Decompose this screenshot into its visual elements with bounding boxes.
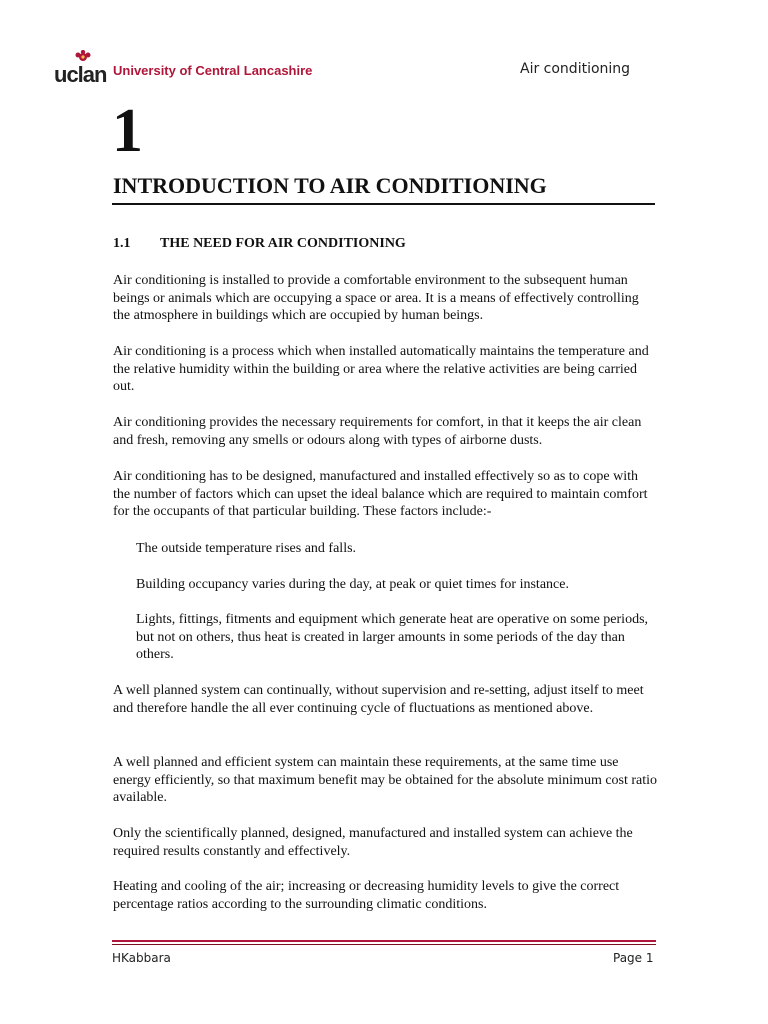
factor-item: The outside temperature rises and falls. xyxy=(136,541,357,556)
paragraph: Air conditioning is a process which when installed automatically maintains the temperature and the relative humidity within the building or area where the relative activities are being carried out. xyxy=(113,344,649,394)
paragraph: Air conditioning provides the necessary requirements for comfort, in that it keeps the air clean and fresh, removing any smells or odours along with types of airborne dusts. xyxy=(113,415,642,448)
factor-item: Lights, fittings, fitments and equipment which generate heat are operative on some periods, but not on others, thus heat is created in larger amounts in some periods of the day than others. xyxy=(136,612,649,662)
paragraph: Heating and cooling of the air; increasing or decreasing humidity levels to give the correct percentage ratios according to the surrounding climatic conditions. xyxy=(113,879,620,912)
section-title: THE NEED FOR AIR CONDITIONING xyxy=(160,236,406,251)
rose-emblem-icon xyxy=(74,50,92,64)
footer-divider xyxy=(112,940,656,942)
paragraph: A well planned system can continually, without supervision and re-setting, adjust itself to meet and therefore handle the all ever continuing cycle of fluctuations as mentioned above. xyxy=(113,683,644,716)
paragraph: Air conditioning is installed to provide a comfortable environment to the subsequent human beings or animals which are occupying a space or area. It is a means of effectively controlling the atmosphere in buildings which are occupied by human beings. xyxy=(113,273,639,323)
university-name: University of Central Lancashire xyxy=(113,63,313,78)
uclan-logo xyxy=(54,50,108,86)
page-number: Page 1 xyxy=(613,951,654,965)
paragraph: Only the scientifically planned, designed, manufactured and installed system can achieve the required results constantly and effectively. xyxy=(113,826,633,859)
title-divider xyxy=(112,203,655,205)
logo-text: uclan xyxy=(54,62,107,87)
paragraph: Air conditioning has to be designed, manufactured and installed effectively so as to cope with the number of factors which can upset the ideal balance which are required to maintain comfort for the occupants of that particular building. These factors include:- xyxy=(113,469,648,519)
chapter-title: INTRODUCTION TO AIR CONDITIONING xyxy=(113,173,547,198)
document-topic: Air conditioning xyxy=(520,61,631,77)
footer-divider-thin xyxy=(112,944,656,945)
factor-item: Building occupancy varies during the day, at peak or quiet times for instance. xyxy=(136,577,569,592)
chapter-number: 1 xyxy=(112,97,143,165)
footer-author: HKabbara xyxy=(112,951,171,965)
page-header xyxy=(54,44,654,88)
paragraph: A well planned and efficient system can maintain these requirements, at the same time use energy efficiently, so that maximum benefit may be obtained for the absolute minimum cost ratio available. xyxy=(113,755,658,805)
section-number: 1.1 xyxy=(113,236,131,251)
